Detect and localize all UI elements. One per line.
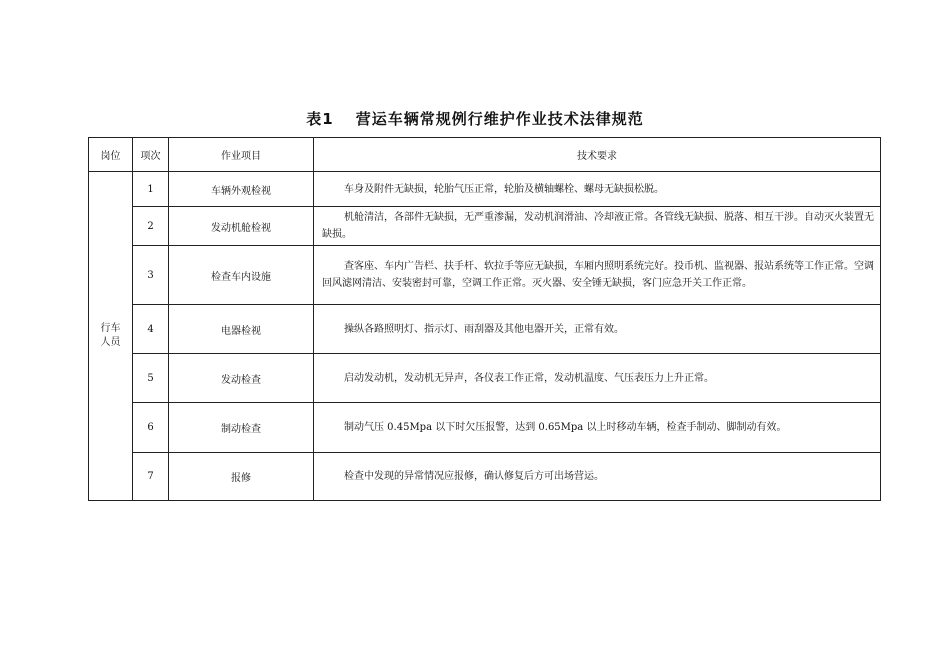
- maintenance-spec-table: [88, 137, 881, 501]
- row-item: 发动机舱检视: [169, 207, 314, 246]
- row-requirement: 查客座、车内广告栏、扶手杆、软拉手等应无缺损，车厢内照明系统完好。投币机、监视器、报站系统等工作正常。空调回风滤网清洁、安装密封可靠，空调工作正常。灭火器、安全锤无缺损，客门应急开关工作正常。: [314, 246, 881, 305]
- header-no: 项次: [133, 138, 169, 172]
- row-item: 报修: [169, 453, 314, 501]
- header-item: 作业项目: [169, 138, 314, 172]
- table-title-text: 营运车辆常规例行维护作业技术法律规范: [355, 110, 644, 128]
- row-item: 车辆外观检视: [169, 172, 314, 207]
- row-number: 1: [133, 172, 169, 207]
- row-requirement: 制动气压 0.45Mpa 以下时欠压报警，达到 0.65Mpa 以上时移动车辆，检查手制动、脚制动有效。: [314, 403, 881, 453]
- table-row: [89, 354, 881, 403]
- row-item: 制动检查: [169, 403, 314, 453]
- table-row: [89, 453, 881, 501]
- row-item: 电器检视: [169, 305, 314, 354]
- row-number: 6: [133, 403, 169, 453]
- header-row: [89, 138, 881, 172]
- row-requirement: 机舱清洁，各部件无缺损，无严重渗漏，发动机润滑油、冷却液正常。各管线无缺损、脱落、相互干涉。自动灭火装置无缺损。: [314, 207, 881, 246]
- table-row: [89, 246, 881, 305]
- table-row: [89, 172, 881, 207]
- row-number: 7: [133, 453, 169, 501]
- document-title: [0, 108, 950, 129]
- header-post: 岗位: [89, 138, 133, 172]
- row-requirement: 检查中发现的异常情况应报修，确认修复后方可出场营运。: [314, 453, 881, 501]
- row-number: 5: [133, 354, 169, 403]
- row-number: 2: [133, 207, 169, 246]
- post-label-line2: 人员: [100, 337, 121, 348]
- table-row: [89, 305, 881, 354]
- row-requirement: 操纵各路照明灯、指示灯、雨刮器及其他电器开关，正常有效。: [314, 305, 881, 354]
- post-cell: [89, 172, 133, 501]
- table-row: [89, 207, 881, 246]
- post-label-line1: 行车: [100, 323, 121, 334]
- table-number: 表1: [306, 110, 334, 128]
- row-requirement: 车身及附件无缺损，轮胎气压正常，轮胎及横轴螺栓、螺母无缺损松脱。: [314, 172, 881, 207]
- row-item: 发动检查: [169, 354, 314, 403]
- row-item: 检查车内设施: [169, 246, 314, 305]
- row-number: 4: [133, 305, 169, 354]
- row-requirement: 启动发动机，发动机无异声，各仪表工作正常，发动机温度、气压表压力上升正常。: [314, 354, 881, 403]
- header-requirements: 技术要求: [314, 138, 881, 172]
- row-number: 3: [133, 246, 169, 305]
- table-row: [89, 403, 881, 453]
